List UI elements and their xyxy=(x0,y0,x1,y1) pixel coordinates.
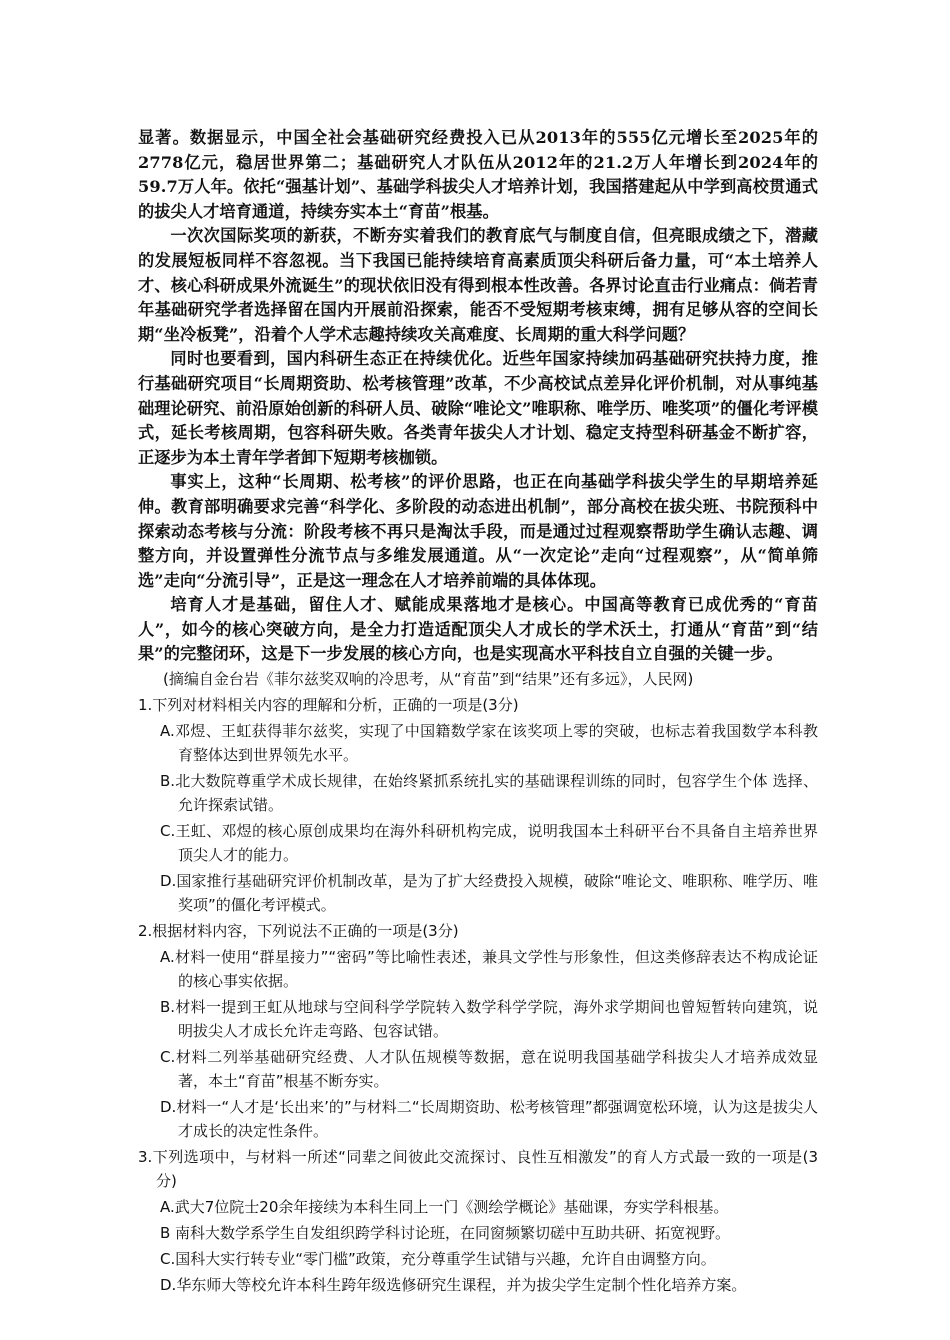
question-1 xyxy=(138,693,818,917)
option-b: B.北大数院尊重学术成长规律，在始终紧抓系统扎实的基础课程训练的同时，包容学生个体 选择、允许探索试错。 xyxy=(160,772,818,815)
passage-paragraph-5: 培育人才是基础，留住人才、赋能成果落地才是核心。中国高等教育已成优秀的“育苗人”，如今的核心突破方向，是全力打造适配顶尖人才成长的学术沃土，打通从“育苗”到“结果”的完整闭环，这是下一步发展的核心方向，也是实现高水平科技自立自强的关键一步。 xyxy=(138,595,818,664)
question-stem: 2.根据材料内容，下列说法不正确的一项是(3分) xyxy=(138,922,459,941)
passage-source-citation: (摘编自金台岩《菲尔兹奖双响的冷思考，从“育苗”到“结果”还有多远》，人民网) xyxy=(163,670,694,689)
question-stem: 1.下列对材料相关内容的理解和分析，正确的一项是(3分) xyxy=(138,696,519,715)
option-b: B 南科大数学系学生自发组织跨学科讨论班，在同窗频繁切磋中互助共研、拓宽视野。 xyxy=(160,1224,731,1243)
question-stem: 3.下列选项中，与材料一所述“同辈之间彼此交流探讨、良性互相激发”的育人方式最一致的一项是(3分) xyxy=(138,1148,818,1191)
exam-page xyxy=(138,126,818,1297)
option-c: C.国科大实行转专业“零门槛”政策，充分尊重学生试错与兴趣，允许自由调整方向。 xyxy=(160,1250,716,1269)
reading-passage xyxy=(138,126,818,691)
option-c: C.王虹、邓煜的核心原创成果均在海外科研机构完成，说明我国本土科研平台不具备自主培养世界顶尖人才的能力。 xyxy=(160,822,818,865)
option-a: A.武大7位院士20余年接续为本科生同上一门《测绘学概论》基础课，夯实学科根基。 xyxy=(160,1198,729,1217)
option-b: B.材料一提到王虹从地球与空间科学学院转入数学科学学院，海外求学期间也曾短暂转向建筑，说明拔尖人才成长允许走弯路、包容试错。 xyxy=(160,998,818,1041)
question-2 xyxy=(138,919,818,1143)
option-d: D.国家推行基础研究评价机制改革，是为了扩大经费投入规模，破除“唯论文、唯职称、唯学历、唯奖项”的僵化考评模式。 xyxy=(160,872,818,915)
option-d: D.华东师大等校允许本科生跨年级选修研究生课程，并为拔尖学生定制个性化培养方案。 xyxy=(160,1276,747,1295)
question-3 xyxy=(138,1145,818,1297)
option-d: D.材料一“人才是‘长出来’的”与材料二“长周期资助、松考核管理”都强调宽松环境，认为这是拔尖人才成长的决定性条件。 xyxy=(160,1098,818,1141)
option-a: A.材料一使用“群星接力”“密码”等比喻性表述，兼具文学性与形象性，但这类修辞表达不构成论证的核心事实依据。 xyxy=(160,948,818,991)
passage-paragraph-4: 事实上，这种“长周期、松考核”的评价思路，也正在向基础学科拔尖学生的早期培养延伸。教育部明确要求完善“科学化、多阶段的动态进出机制”，部分高校在拔尖班、书院预科中探索动态考核与分流：阶段考核不再只是淘汰手段，而是通过过程观察帮助学生确认志趣、调整方向，并设置弹性分流节点与多维发展通道。从“一次定论”走向“过程观察”，从“简单筛选”走向“分流引导”，正是这一理念在人才培养前端的具体体现。 xyxy=(138,472,818,590)
passage-paragraph-2: 一次次国际奖项的新获，不断夯实着我们的教育底气与制度自信，但亮眼成绩之下，潜藏的发展短板同样不容忽视。当下我国已能持续培育高素质顶尖科研后备力量，可“本土培养人才、核心科研成果外流诞生”的现状依旧没有得到根本性改善。各界讨论直击行业痛点：倘若青年基础研究学者选择留在国内开展前沿探索，能否不受短期考核束缚，拥有足够从容的空间长期“坐冷板凳”，沿着个人学术志趣持续攻关高难度、长周期的重大科学问题？ xyxy=(138,226,818,344)
passage-paragraph-1: 显著。数据显示，中国全社会基础研究经费投入已从2013年的555亿元增长至2025年的2778亿元，稳居世界第二；基础研究人才队伍从2012年的21.2万人年增长到2024年的59.7万人年。依托“强基计划”、基础学科拔尖人才培养计划，我国搭建起从中学到高校贯通式的拔尖人才培育通道，持续夯实本土“育苗”根基。 xyxy=(138,128,818,221)
option-c: C.材料二列举基础研究经费、人才队伍规模等数据，意在说明我国基础学科拔尖人才培养成效显著，本土“育苗”根基不断夯实。 xyxy=(160,1048,818,1091)
passage-paragraph-3: 同时也要看到，国内科研生态正在持续优化。近些年国家持续加码基础研究扶持力度，推行基础研究项目“长周期资助、松考核管理”改革，不少高校试点差异化评价机制，对从事纯基础理论研究、前沿原始创新的科研人员、破除“唯论文”唯职称、唯学历、唯奖项”的僵化考评模式，延长考核周期，包容科研失败。各类青年拔尖人才计划、稳定支持型科研基金不断扩容，正逐步为本土青年学者卸下短期考核枷锁。 xyxy=(138,349,818,467)
option-a: A.邓煜、王虹获得菲尔兹奖，实现了中国籍数学家在该奖项上零的突破，也标志着我国数学本科教育整体达到世界领先水平。 xyxy=(160,722,818,765)
